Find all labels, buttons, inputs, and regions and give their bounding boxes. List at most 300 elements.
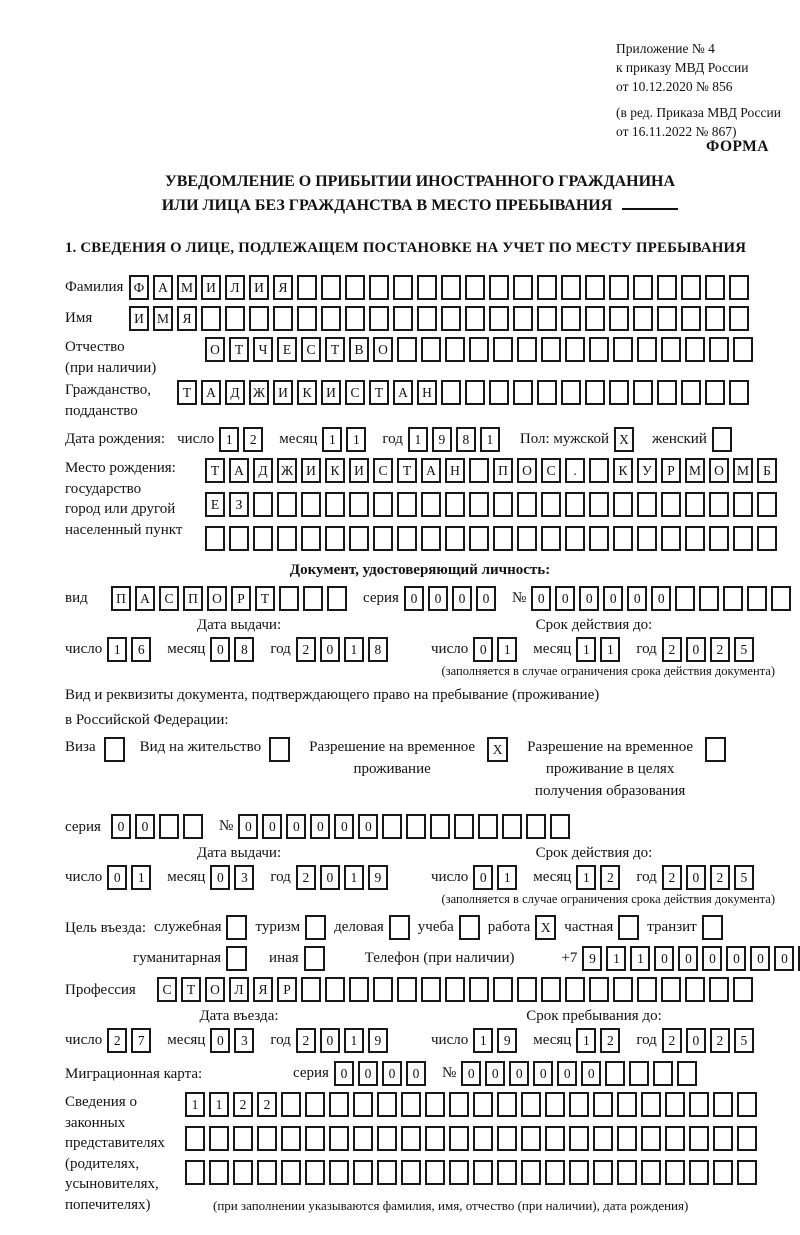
residence-doc-options xyxy=(65,737,775,802)
form-cell: 1 xyxy=(131,865,151,890)
form-cell xyxy=(489,306,509,331)
residence-doc-number-cells xyxy=(238,814,574,839)
form-cell xyxy=(661,977,681,1002)
form-cell: 7 xyxy=(131,1028,151,1053)
form-cell xyxy=(605,1061,625,1086)
residence-doc-intro2: в Российской Федерации: xyxy=(65,712,229,728)
form-cell: 0 xyxy=(135,814,155,839)
form-cell: Я xyxy=(253,977,273,1002)
option-residence-permit xyxy=(140,737,290,762)
form-cell: 1 xyxy=(322,427,342,452)
form-cell xyxy=(397,337,417,362)
form-cell: 1 xyxy=(630,946,650,971)
issue-date-heading: Дата выдачи: xyxy=(196,617,282,633)
form-cell xyxy=(469,526,489,551)
form-cell: Ж xyxy=(249,380,269,405)
form-cell: 0 xyxy=(310,814,330,839)
patronymic-label xyxy=(65,337,205,378)
first-name-row xyxy=(65,306,775,331)
form-cell xyxy=(517,337,537,362)
form-cell xyxy=(441,380,461,405)
purpose-humanitarian xyxy=(133,946,247,971)
form-cell: 3 xyxy=(234,865,254,890)
option-temporary-residence xyxy=(305,737,508,781)
form-cell: 1 xyxy=(344,1028,364,1053)
purpose-work-label: работа xyxy=(487,919,531,936)
year-label: год xyxy=(270,1032,291,1049)
visit-purpose-row2 xyxy=(133,946,788,971)
form-cell xyxy=(737,1160,757,1185)
form-cell xyxy=(517,977,537,1002)
surname-row xyxy=(65,275,775,300)
form-cell xyxy=(657,380,677,405)
form-cell: Ф xyxy=(129,275,149,300)
form-cell xyxy=(277,492,297,517)
form-cell xyxy=(473,1092,493,1117)
form-cell xyxy=(677,1061,697,1086)
purpose-commercial-label: деловая xyxy=(334,919,384,936)
month-label: месяц xyxy=(533,869,572,886)
purpose-tourism-checkbox xyxy=(305,915,326,940)
form-cell xyxy=(713,1092,733,1117)
representatives-row3-cells xyxy=(185,1160,761,1185)
form-cell xyxy=(201,306,221,331)
form-cell: К xyxy=(297,380,317,405)
form-cell xyxy=(589,492,609,517)
form-cell xyxy=(209,1126,229,1151)
form-cell: 2 xyxy=(710,1028,730,1053)
form-cell xyxy=(709,977,729,1002)
form-cell xyxy=(609,380,629,405)
form-cell xyxy=(545,1160,565,1185)
form-cell: 0 xyxy=(509,1061,529,1086)
birth-place-label-line3: город или другой xyxy=(65,501,176,517)
form-cell xyxy=(353,1092,373,1117)
form-cell: 0 xyxy=(334,1061,354,1086)
form-cell: Я xyxy=(273,275,293,300)
form-cell xyxy=(665,1160,685,1185)
form-cell xyxy=(733,977,753,1002)
form-cell xyxy=(277,526,297,551)
form-cell xyxy=(425,1160,445,1185)
first-name-cells xyxy=(129,306,753,331)
form-cell: О xyxy=(207,586,227,611)
form-cell: 0 xyxy=(382,1061,402,1086)
form-cell: 1 xyxy=(185,1092,205,1117)
form-cell xyxy=(401,1126,421,1151)
form-cell: 0 xyxy=(210,865,230,890)
form-cell xyxy=(493,337,513,362)
form-cell: 2 xyxy=(600,1028,620,1053)
form-cell xyxy=(757,526,777,551)
expiry-day-cells xyxy=(473,637,521,662)
appendix-line-3: от 10.12.2020 № 856 xyxy=(616,78,733,94)
purpose-commercial xyxy=(334,915,410,940)
form-cell: 1 xyxy=(346,427,366,452)
year-label: год xyxy=(270,641,291,657)
form-cell xyxy=(465,306,485,331)
form-cell: А xyxy=(201,380,221,405)
purpose-business xyxy=(154,915,248,940)
year-label: год xyxy=(636,1032,657,1049)
sex-male-label: Пол: мужской xyxy=(519,431,610,447)
representatives-label-line1: Сведения о xyxy=(65,1094,137,1111)
year-label: год xyxy=(636,641,657,657)
form-cell xyxy=(585,275,605,300)
option-temporary-residence-education xyxy=(523,737,726,802)
form-title xyxy=(65,170,775,218)
form-cell: 0 xyxy=(651,586,671,611)
form-cell: 1 xyxy=(576,637,596,662)
identity-doc-expiry xyxy=(413,617,775,662)
form-cell xyxy=(541,526,561,551)
form-cell xyxy=(633,306,653,331)
form-cell xyxy=(345,306,365,331)
form-cell: 5 xyxy=(734,637,754,662)
form-cell xyxy=(469,458,489,483)
form-cell: Т xyxy=(369,380,389,405)
form-cell xyxy=(257,1126,277,1151)
form-cell xyxy=(517,526,537,551)
form-cell: 0 xyxy=(111,814,131,839)
form-cell: П xyxy=(111,586,131,611)
form-cell xyxy=(593,1092,613,1117)
form-cell xyxy=(565,977,585,1002)
purpose-humanitarian-label: гуманитарная xyxy=(133,950,222,967)
form-cell xyxy=(373,526,393,551)
form-cell: Т xyxy=(325,337,345,362)
form-cell: 0 xyxy=(476,586,496,611)
form-cell xyxy=(541,337,561,362)
form-cell xyxy=(685,526,705,551)
form-cell: С xyxy=(373,458,393,483)
form-cell: 1 xyxy=(219,427,239,452)
form-cell: 0 xyxy=(320,637,340,662)
form-cell: Е xyxy=(205,492,225,517)
form-cell: . xyxy=(565,458,585,483)
day-label: число xyxy=(431,869,469,886)
form-title-line1: УВЕДОМЛЕНИЕ О ПРИБЫТИИ ИНОСТРАННОГО ГРАЖДАНИНА xyxy=(164,173,676,190)
identity-doc-number-label: № xyxy=(511,590,527,606)
form-cell xyxy=(709,492,729,517)
purpose-other-label: иная xyxy=(269,950,299,967)
form-cell xyxy=(565,337,585,362)
form-cell xyxy=(377,1092,397,1117)
residence-doc-intro1: Вид и реквизиты документа, подтверждающего право на пребывание (проживание) xyxy=(65,687,600,703)
form-cell: В xyxy=(349,337,369,362)
citizenship-cells xyxy=(177,380,753,405)
form-cell: 0 xyxy=(533,1061,553,1086)
form-cell xyxy=(497,1160,517,1185)
form-cell: 0 xyxy=(473,637,493,662)
citizenship-label-line2: подданство xyxy=(65,402,138,419)
form-cell xyxy=(737,1126,757,1151)
profession-cells xyxy=(157,977,757,1002)
residence-doc-number-label: № xyxy=(219,818,234,835)
form-cell xyxy=(353,1160,373,1185)
form-cell: 0 xyxy=(320,1028,340,1053)
form-cell xyxy=(421,337,441,362)
form-cell xyxy=(373,977,393,1002)
form-cell xyxy=(281,1126,301,1151)
representatives-label-line5: усыновителях, xyxy=(65,1176,159,1193)
purpose-tourism-label: туризм xyxy=(255,919,301,936)
form-cell xyxy=(681,306,701,331)
form-cell xyxy=(565,526,585,551)
entry-day-cells xyxy=(107,1028,155,1053)
form-cell: 6 xyxy=(131,637,151,662)
form-cell xyxy=(665,1126,685,1151)
form-cell xyxy=(329,1160,349,1185)
form-cell: Д xyxy=(253,458,273,483)
purpose-transit-checkbox xyxy=(702,915,723,940)
form-cell xyxy=(737,1092,757,1117)
option-temporary-residence-checkbox: X xyxy=(487,737,508,762)
issue-year-cells xyxy=(296,637,392,662)
form-cell xyxy=(185,1126,205,1151)
form-cell: 0 xyxy=(238,814,258,839)
form-cell xyxy=(345,275,365,300)
form-cell xyxy=(705,380,725,405)
residence-doc-expiry xyxy=(413,845,775,890)
form-cell: 0 xyxy=(686,637,706,662)
form-cell: 9 xyxy=(368,1028,388,1053)
form-cell: 0 xyxy=(461,1061,481,1086)
form-cell xyxy=(705,275,725,300)
form-cell: М xyxy=(733,458,753,483)
form-cell xyxy=(449,1160,469,1185)
birth-place-cells xyxy=(205,458,781,560)
form-cell: 0 xyxy=(358,814,378,839)
form-cell xyxy=(589,977,609,1002)
form-cell xyxy=(589,526,609,551)
year-label: год xyxy=(382,431,403,447)
form-cell xyxy=(665,1092,685,1117)
expiry-year-cells xyxy=(662,865,758,890)
birth-month-cells xyxy=(322,427,370,452)
form-cell: З xyxy=(229,492,249,517)
form-cell: 1 xyxy=(209,1092,229,1117)
citizenship-label-line1: Гражданство, xyxy=(65,382,152,398)
form-cell xyxy=(349,492,369,517)
form-cell: 9 xyxy=(582,946,602,971)
form-cell xyxy=(689,1092,709,1117)
form-cell xyxy=(229,526,249,551)
form-cell xyxy=(747,586,767,611)
form-cell: А xyxy=(421,458,441,483)
form-cell xyxy=(325,977,345,1002)
form-cell: Т xyxy=(255,586,275,611)
expiry-year-cells xyxy=(662,637,758,662)
identity-doc-issue xyxy=(65,617,413,662)
entry-date xyxy=(65,1008,413,1053)
form-cell xyxy=(541,492,561,517)
form-cell: М xyxy=(153,306,173,331)
form-cell xyxy=(537,380,557,405)
form-cell xyxy=(593,1160,613,1185)
birth-place-row3-cells xyxy=(205,526,781,551)
form-cell: А xyxy=(229,458,249,483)
purpose-other-checkbox xyxy=(304,946,325,971)
representatives-cells xyxy=(185,1092,761,1214)
form-cell: С xyxy=(345,380,365,405)
form-cell: Н xyxy=(417,380,437,405)
year-label: год xyxy=(636,869,657,886)
form-cell: 0 xyxy=(654,946,674,971)
form-cell xyxy=(661,492,681,517)
form-cell xyxy=(561,306,581,331)
form-cell xyxy=(449,1126,469,1151)
migration-card-series-label: серия xyxy=(293,1065,329,1082)
birth-place-block xyxy=(65,458,775,560)
form-cell: С xyxy=(541,458,561,483)
purpose-work xyxy=(488,915,557,940)
form-cell: И xyxy=(349,458,369,483)
purpose-study-label: учеба xyxy=(417,919,454,936)
form-cell xyxy=(303,586,323,611)
form-cell: 0 xyxy=(107,865,127,890)
form-cell xyxy=(729,306,749,331)
migration-card-number-label: № xyxy=(441,1065,457,1082)
form-cell: Д xyxy=(225,380,245,405)
purpose-private xyxy=(564,915,639,940)
form-cell xyxy=(417,306,437,331)
form-cell: 0 xyxy=(452,586,472,611)
form-cell xyxy=(617,1092,637,1117)
form-cell: 2 xyxy=(662,865,682,890)
issue-month-cells xyxy=(210,637,258,662)
representatives-label xyxy=(65,1092,185,1215)
form-cell xyxy=(637,492,657,517)
birth-year-cells xyxy=(408,427,504,452)
form-cell xyxy=(425,1092,445,1117)
form-cell xyxy=(675,586,695,611)
birth-date-row xyxy=(65,427,775,452)
issue-date-heading: Дата выдачи: xyxy=(196,845,282,862)
expiry-date-heading: Срок действия до: xyxy=(535,617,653,633)
purpose-study-checkbox xyxy=(459,915,480,940)
form-cell xyxy=(526,814,546,839)
visit-purpose-row xyxy=(65,915,775,940)
form-cell xyxy=(445,526,465,551)
patronymic-row xyxy=(65,337,775,378)
birth-date-label: Дата рождения: xyxy=(65,431,166,448)
residence-doc-series-cells xyxy=(111,814,207,839)
month-label: месяц xyxy=(279,431,318,447)
form-cell: А xyxy=(393,380,413,405)
option-residence-permit-label: Вид на жительство xyxy=(139,739,262,755)
form-cell xyxy=(497,1092,517,1117)
form-cell xyxy=(478,814,498,839)
migration-card-row xyxy=(65,1061,775,1086)
form-cell xyxy=(713,1126,733,1151)
issue-month-cells xyxy=(210,865,258,890)
form-cell: 1 xyxy=(576,1028,596,1053)
residence-doc-expiry-date xyxy=(413,865,775,890)
form-cell xyxy=(279,586,299,611)
form-cell: Е xyxy=(277,337,297,362)
form-cell xyxy=(653,1061,673,1086)
representatives-label-line2: законных xyxy=(65,1114,126,1131)
form-cell: Р xyxy=(231,586,251,611)
birth-place-label-line1: Место рождения: xyxy=(65,460,176,476)
form-cell xyxy=(445,337,465,362)
form-cell xyxy=(159,814,179,839)
forma-label: ФОРМА xyxy=(705,138,769,155)
representatives-row1-cells xyxy=(185,1092,761,1117)
issue-day-cells xyxy=(107,865,155,890)
stay-until-group xyxy=(413,1028,775,1053)
identity-doc-type-row xyxy=(65,586,775,611)
form-cell: 3 xyxy=(234,1028,254,1053)
purpose-humanitarian-checkbox xyxy=(226,946,247,971)
form-cell xyxy=(183,814,203,839)
form-cell: 0 xyxy=(627,586,647,611)
form-cell xyxy=(369,306,389,331)
form-cell xyxy=(397,492,417,517)
form-cell: С xyxy=(301,337,321,362)
form-cell: Н xyxy=(445,458,465,483)
form-cell: 9 xyxy=(368,865,388,890)
form-cell xyxy=(325,526,345,551)
form-cell: 0 xyxy=(531,586,551,611)
form-cell xyxy=(641,1126,661,1151)
purpose-tourism xyxy=(255,915,326,940)
form-cell: 0 xyxy=(702,946,722,971)
form-cell: 0 xyxy=(726,946,746,971)
form-cell: 2 xyxy=(296,637,316,662)
form-cell: 2 xyxy=(662,637,682,662)
option-visa xyxy=(65,737,125,762)
representatives-block xyxy=(65,1092,775,1215)
purpose-private-label: частная xyxy=(564,919,614,936)
form-cell xyxy=(685,492,705,517)
form-cell xyxy=(441,275,461,300)
form-cell xyxy=(497,1126,517,1151)
purpose-commercial-checkbox xyxy=(389,915,410,940)
form-cell xyxy=(465,275,485,300)
form-cell: С xyxy=(159,586,179,611)
expiry-day-cells xyxy=(473,865,521,890)
sex-male-checkbox xyxy=(614,427,638,452)
birth-place-label xyxy=(65,458,205,540)
form-cell xyxy=(513,380,533,405)
form-cell: И xyxy=(249,275,269,300)
day-label: число xyxy=(431,641,469,657)
option-visa-checkbox xyxy=(104,737,125,762)
representatives-row2-cells xyxy=(185,1126,761,1151)
form-cell: 0 xyxy=(555,586,575,611)
form-cell: П xyxy=(183,586,203,611)
form-cell: 0 xyxy=(750,946,770,971)
form-cell xyxy=(349,526,369,551)
form-cell: Б xyxy=(757,458,777,483)
identity-doc-type-label: вид xyxy=(65,590,88,607)
form-cell: 0 xyxy=(404,586,424,611)
migration-card-number-cells xyxy=(461,1061,701,1086)
identity-doc-note: (заполняется в случае ограничения срока действия документа) xyxy=(441,664,775,678)
form-cell xyxy=(637,977,657,1002)
entry-year-cells xyxy=(296,1028,392,1053)
option-temporary-residence-label: Разрешение на временное проживание xyxy=(309,739,476,777)
form-cell xyxy=(502,814,522,839)
form-cell xyxy=(321,306,341,331)
form-cell: Т xyxy=(205,458,225,483)
birth-place-row1-cells xyxy=(205,458,781,483)
form-cell xyxy=(253,492,273,517)
form-cell: 1 xyxy=(576,865,596,890)
form-cell xyxy=(382,814,402,839)
